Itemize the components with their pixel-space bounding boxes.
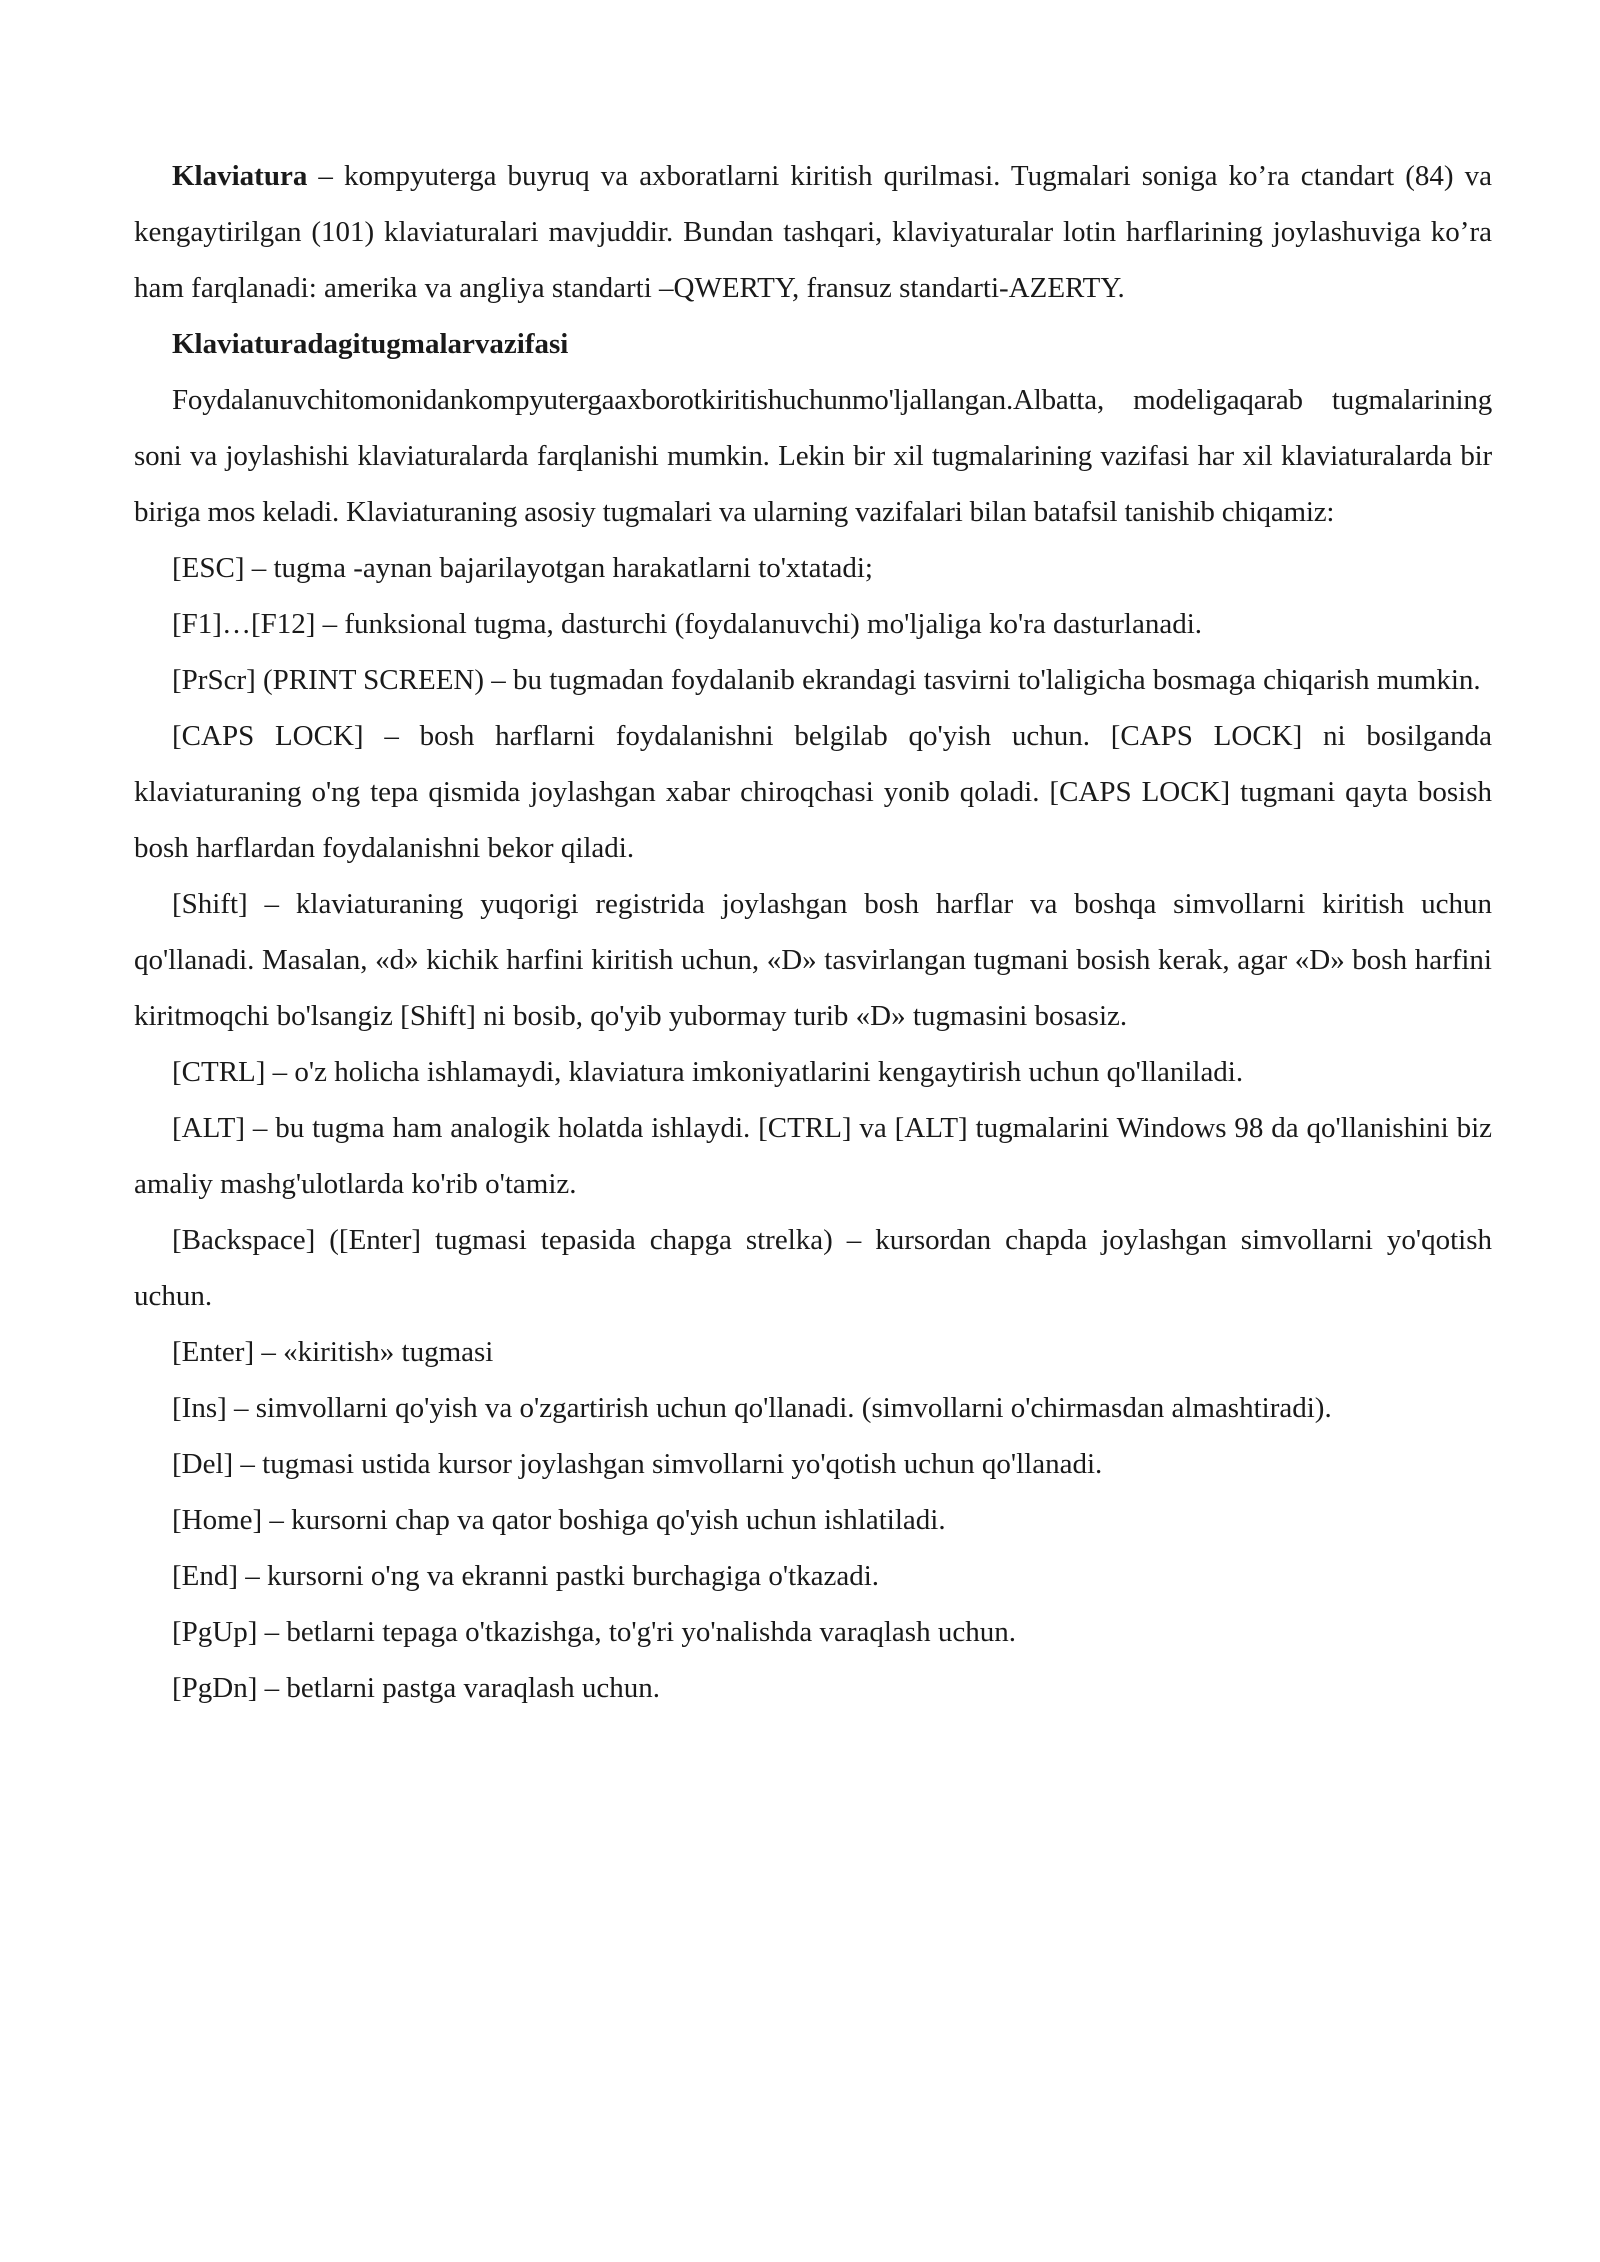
- intro-paragraph: [134, 148, 1492, 316]
- key-del-paragraph: [Del] – tugmasi ustida kursor joylashgan simvollarni yo'qotish uchun qo'llanadi.: [172, 1448, 1103, 1480]
- key-pgdn-paragraph: [PgDn] – betlarni pastga varaqlash uchun.: [172, 1672, 661, 1704]
- document-page: [134, 148, 1492, 1716]
- key-home-paragraph: [Home] – kursorni chap va qator boshiga qo'yish uchun ishlatiladi.: [172, 1504, 946, 1536]
- key-end-paragraph: [End] – kursorni o'ng va ekranni pastki burchagiga o'tkazadi.: [172, 1560, 880, 1592]
- intro-term: Klaviatura: [172, 160, 308, 192]
- section-heading: Klaviaturadagitugmalarvazifasi: [172, 328, 569, 360]
- key-esc-paragraph: [ESC] – tugma -aynan bajarilayotgan harakatlarni to'xtatadi;: [172, 552, 873, 584]
- key-ctrl-paragraph: [CTRL] – o'z holicha ishlamaydi, klaviatura imkoniyatlarini kengaytirish uchun qo'llaniladi.: [172, 1056, 1244, 1088]
- key-shift-paragraph: [Shift] – klaviaturaning yuqorigi registrida joylashgan bosh harflar va boshqa simvollarni kiritish uchun qo'llanadi. Masalan, «d» kichik harfini kiritish uchun, «D» tasvirlangan tugmani bosish kerak, agar «D» bosh harfini kiritmoqchi bo'lsangiz [Shift] ni bosib, qo'yib yubormay turib «D» tugmasini bosasiz.: [134, 888, 1492, 1032]
- key-alt-paragraph: [ALT] – bu tugma ham analogik holatda ishlaydi. [CTRL] va [ALT] tugmalarini Windows 98 da qo'llanishini biz amaliy mashg'ulotlarda ko'rib o'tamiz.: [134, 1112, 1492, 1200]
- key-capslock-paragraph: [CAPS LOCK] – bosh harflarni foydalanishni belgilab qo'yish uchun. [CAPS LOCK] ni bosilganda klaviaturaning o'ng tepa qismida joylashgan xabar chiroqchasi yonib qoladi. [CAPS LOCK] tugmani qayta bosish bosh harflardan foydalanishni bekor qiladi.: [134, 720, 1492, 864]
- key-pgup-paragraph: [PgUp] – betlarni tepaga o'tkazishga, to'g'ri yo'nalishda varaqlash uchun.: [172, 1616, 1016, 1648]
- key-function-paragraph: [F1]…[F12] – funksional tugma, dasturchi (foydalanuvchi) mo'ljaliga ko'ra dasturlanadi.: [172, 608, 1203, 640]
- key-ins-paragraph: [Ins] – simvollarni qo'yish va o'zgartirish uchun qo'llanadi. (simvollarni o'chirmasdan almashtiradi).: [172, 1392, 1332, 1424]
- key-backspace-paragraph: [Backspace] ([Enter] tugmasi tepasida chapga strelka) – kursordan chapda joylashgan simvollarni yo'qotish uchun.: [134, 1224, 1492, 1312]
- key-enter-paragraph: [Enter] – «kiritish» tugmasi: [172, 1336, 494, 1368]
- body-paragraph: Foydalanuvchitomonidankompyutergaaxborotkiritishuchunmo'ljallangan.Albatta, modeligaqarab tugmalarining soni va joylashishi klaviaturalarda farqlanishi mumkin. Lekin bir xil tugmalarining vazifasi har xil klaviaturalarda bir biriga mos keladi. Klaviaturaning asosiy tugmalari va ularning vazifalari bilan batafsil tanishib chiqamiz:: [134, 384, 1492, 528]
- intro-text: – kompyuterga buyruq va axboratlarni kiritish qurilmasi. Tugmalari soniga ko’ra ctandart (84) va kengaytirilgan (101) klaviaturalari mavjuddir. Bundan tashqari, klaviyaturalar lotin harflarining joylashuviga ko’ra ham farqlanadi: amerika va angliya standarti –QWERTY, fransuz standarti-AZERTY.: [134, 160, 1492, 304]
- key-prscr-paragraph: [PrScr] (PRINT SCREEN) – bu tugmadan foydalanib ekrandagi tasvirni to'laligicha bosmaga chiqarish mumkin.: [172, 664, 1481, 696]
